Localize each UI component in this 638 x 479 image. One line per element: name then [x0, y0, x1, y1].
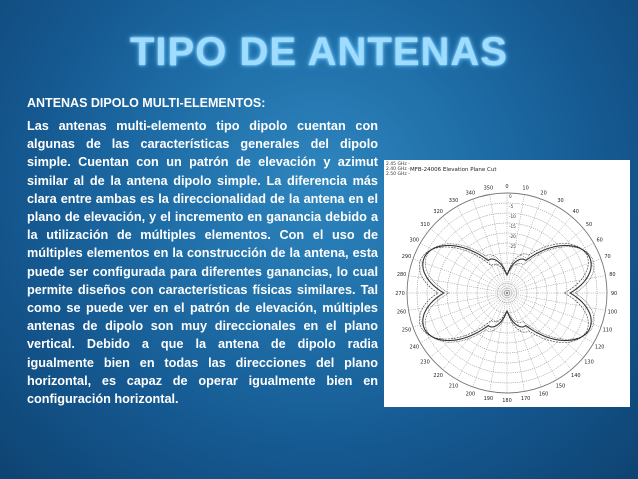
angle-label: 170	[520, 396, 531, 403]
legend-item: 2.40 GHz -	[386, 167, 410, 172]
angle-label: 320	[433, 208, 443, 215]
angle-label: 300	[409, 237, 420, 244]
angle-label: 120	[594, 344, 605, 351]
angle-label: 340	[465, 190, 476, 197]
angle-label: 0	[505, 183, 509, 190]
diagram-header: MFB-24006 Elevation Plane Cut	[410, 167, 497, 173]
grid-spoke	[490, 195, 507, 294]
angle-label: 10	[522, 185, 529, 192]
angle-label: 30	[557, 198, 564, 205]
angle-label: 140	[571, 372, 581, 379]
body-paragraph: Las antenas multi-elemento tipo dipolo cuentan con algunas de las características generales del dipolo simple. Cuentan con un patrón de elevación y azimut similar al de la antena dipolo simple. La diferencia más clara entre ambas es la direccionalidad de la antena en el plano de elevación, y el incremento en ganancia debido a la utilización de múltiples elementos. Con el uso de múltiples elementos en la construcción de la antena, esta puede ser configurada para diferentes ganancias, lo cual permite diseños con características físicas similares. Tal como se puede ver en el patrón de elevación, múltiples antenas de dipolo son muy direccionales en el plano vertical. Debido a que la antena de dipolo radia igualmente bien en todas las direcciones del plano horizontal, es capaz de operar igualmente bien en configuración horizontal.	[27, 119, 378, 407]
angle-label: 130	[584, 359, 594, 366]
section-heading: ANTENAS DIPOLO MULTI-ELEMENTOS:	[27, 96, 266, 110]
grid-spoke	[507, 276, 606, 293]
ring-label: -10	[509, 214, 516, 219]
angle-label: 200	[465, 391, 476, 398]
angle-label: 60	[596, 237, 603, 244]
angle-label: 160	[538, 391, 549, 398]
angle-label: 250	[401, 327, 412, 334]
angle-label: 350	[483, 185, 494, 192]
ring-label: 0	[509, 194, 512, 199]
polar-plot	[384, 160, 630, 407]
ring-label: -5	[509, 204, 514, 209]
angle-label: 310	[420, 222, 430, 228]
angle-label: 50	[585, 222, 593, 228]
angle-label: 280	[396, 272, 407, 279]
slide-title: TIPO DE ANTENAS	[130, 30, 508, 74]
grid-spoke	[490, 293, 507, 392]
grid-spoke	[507, 206, 557, 293]
angle-label: 180	[502, 397, 512, 404]
angle-label: 240	[409, 344, 420, 351]
grid-spoke	[507, 293, 524, 392]
angle-label: 260	[396, 309, 407, 316]
angle-label: 40	[572, 208, 579, 215]
angle-label: 110	[602, 327, 613, 334]
angle-label: 330	[448, 198, 459, 205]
legend-item: 2.50 GHz -	[386, 172, 410, 177]
angle-label: 220	[433, 372, 443, 379]
angle-label: 100	[607, 309, 618, 316]
angle-label: 210	[448, 383, 459, 390]
angle-label: 70	[604, 254, 611, 261]
angle-label: 90	[610, 290, 618, 297]
legend-item: 2.45 GHz -	[386, 162, 410, 167]
angle-label: 230	[420, 359, 430, 366]
angle-label: 80	[609, 272, 616, 279]
angle-label: 270	[395, 290, 405, 297]
diagram-legend	[386, 162, 410, 177]
angle-label: 290	[401, 254, 412, 261]
angle-label: 20	[540, 190, 547, 197]
ring-label: -20	[509, 234, 516, 239]
elevation-pattern-diagram	[384, 160, 630, 407]
angle-label: 190	[483, 396, 494, 403]
angle-label: 150	[555, 383, 566, 390]
ring-label: -25	[509, 244, 516, 249]
ring-label: -15	[509, 224, 516, 229]
